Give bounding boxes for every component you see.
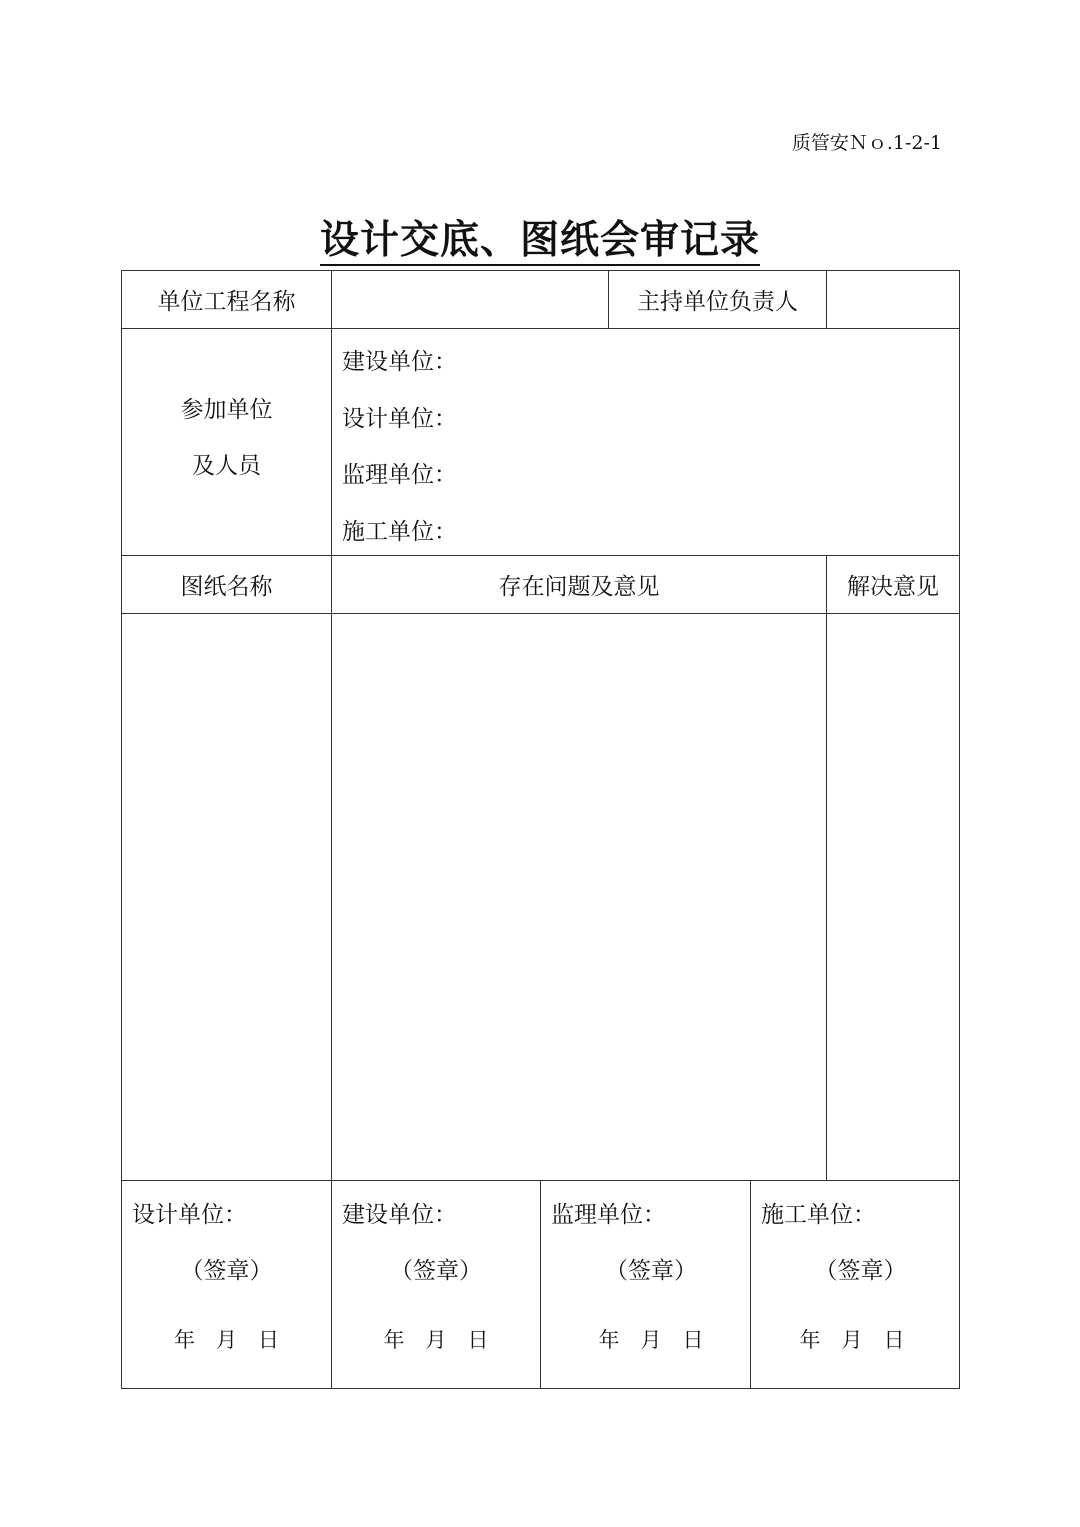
column-divider (750, 1180, 751, 1388)
sign-unit-supervision: 监理单位： (551, 1202, 666, 1228)
sign-unit-contractor: 施工单位： (761, 1202, 876, 1228)
form-title (0, 214, 1080, 266)
drawing-name-header: 图纸名称 (180, 574, 273, 600)
project-name-label: 单位工程名称 (157, 289, 296, 315)
project-name-field[interactable] (332, 271, 608, 328)
sign-date-contractor: 年 月 日 (799, 1328, 905, 1352)
form-title-text: 设计交底、图纸会审记录 (320, 217, 760, 266)
resolution-header: 解决意见 (847, 574, 939, 600)
sign-seal-contractor: （签章） (814, 1257, 907, 1284)
sign-date-supervision: 年 月 日 (598, 1328, 704, 1352)
drawing-name-cell[interactable] (122, 614, 331, 1180)
sign-seal-supervision: （签章） (605, 1257, 697, 1284)
participant-unit-supervision: 监理单位： (342, 462, 457, 488)
participants-label-line2: 及人员 (192, 452, 261, 479)
host-leader-label: 主持单位负责人 (637, 289, 798, 315)
document-number: 质管安Ｎｏ.1-2-1 (791, 132, 942, 154)
host-leader-field[interactable] (827, 271, 959, 328)
sign-seal-design: （签章） (180, 1257, 273, 1284)
sign-unit-construction: 建设单位： (342, 1202, 457, 1228)
participants-label-line1: 参加单位 (180, 396, 273, 423)
column-divider (540, 1180, 541, 1388)
sign-unit-design: 设计单位： (132, 1202, 247, 1228)
issues-cell[interactable] (332, 614, 826, 1180)
sign-seal-construction: （签章） (390, 1257, 482, 1284)
review-record-table (121, 270, 960, 1389)
participant-unit-contractor: 施工单位： (342, 519, 457, 545)
participant-unit-design: 设计单位： (342, 406, 457, 432)
resolution-cell[interactable] (827, 614, 959, 1180)
issues-header: 存在问题及意见 (498, 574, 660, 600)
row-divider (122, 328, 959, 329)
sign-date-design: 年 月 日 (174, 1328, 279, 1352)
sign-date-construction: 年 月 日 (383, 1328, 489, 1352)
participant-unit-construction: 建设单位： (342, 349, 457, 375)
